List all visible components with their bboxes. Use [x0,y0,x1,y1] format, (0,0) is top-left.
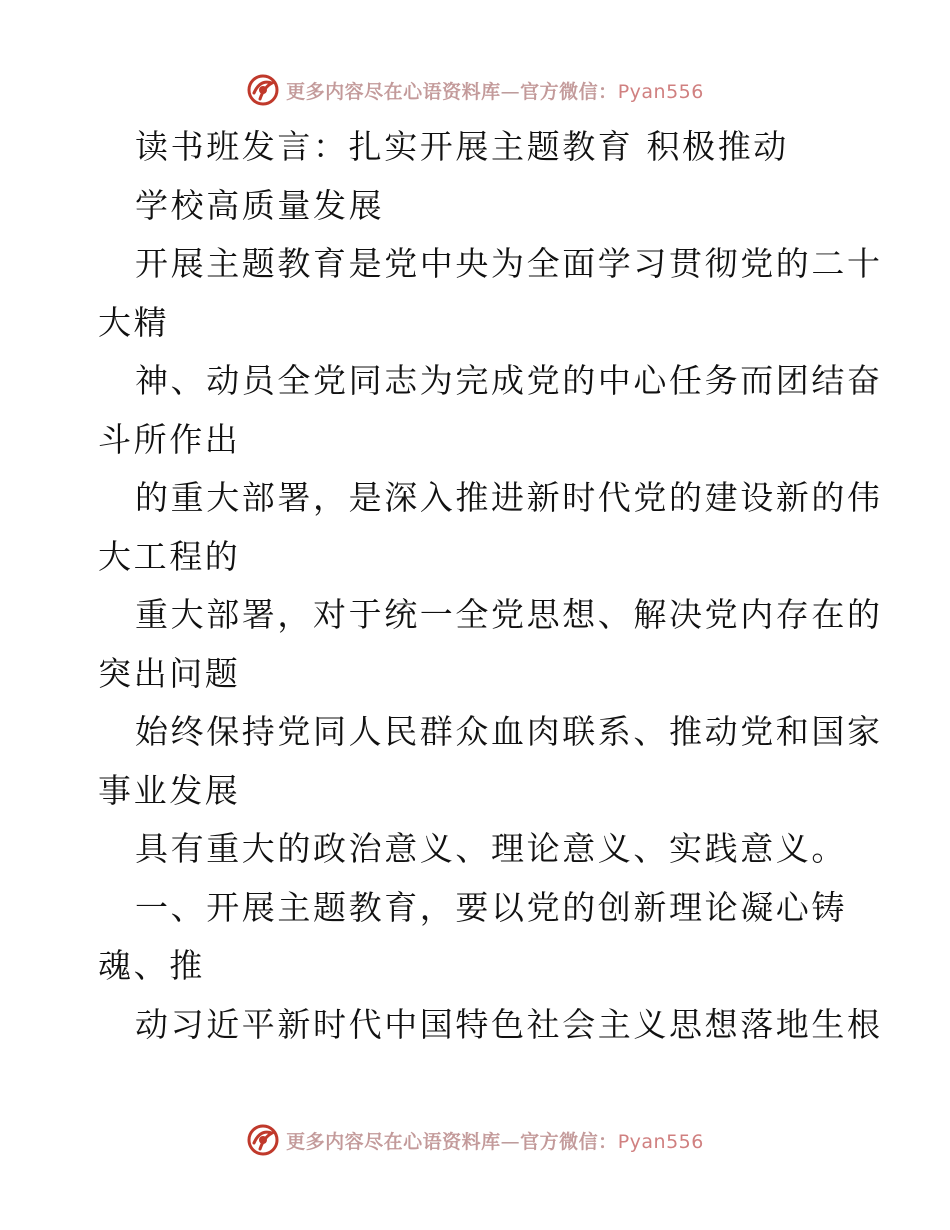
watermark-text: 更多内容尽在心语资料库—官方微信：Pyan556 [286,80,704,103]
body-line: 突出问题 [98,653,241,693]
body-line: 动习近平新时代中国特色社会主义思想落地生根 [135,1004,883,1044]
body-line: 开展主题教育是党中央为全面学习贯彻党的二十 [135,244,883,283]
body-line: 重大部署，对于统一全党思想、解决党内存在的 [135,595,883,634]
body-line: 大工程的 [98,536,241,576]
body-line: 具有重大的政治意义、理论意义、实践意义。 [135,829,847,868]
header-watermark-banner [0,70,950,110]
document-body [98,118,883,1054]
title-line-2: 学校高质量发展 [135,185,385,225]
body-line: 事业发展 [98,770,241,810]
red-swirl-logo-icon [246,1123,280,1157]
title-line-1: 读书班发言：扎实开展主题教育 积极推动 [135,127,789,166]
watermark-text: 更多内容尽在心语资料库—官方微信：Pyan556 [286,1130,704,1153]
body-line: 大精 [98,302,170,342]
body-line: 斗所作出 [98,419,241,459]
red-swirl-logo-icon [246,73,280,107]
body-line: 的重大部署，是深入推进新时代党的建设新的伟 [135,478,883,517]
footer-watermark-banner [0,1120,950,1160]
body-line: 神、动员全党同志为完成党的中心任务而团结奋 [135,361,883,400]
body-line: 始终保持党同人民群众血肉联系、推动党和国家 [135,712,883,751]
body-line: 魂、推 [98,946,205,985]
section-heading-line: 一、开展主题教育，要以党的创新理论凝心铸 [135,887,847,927]
